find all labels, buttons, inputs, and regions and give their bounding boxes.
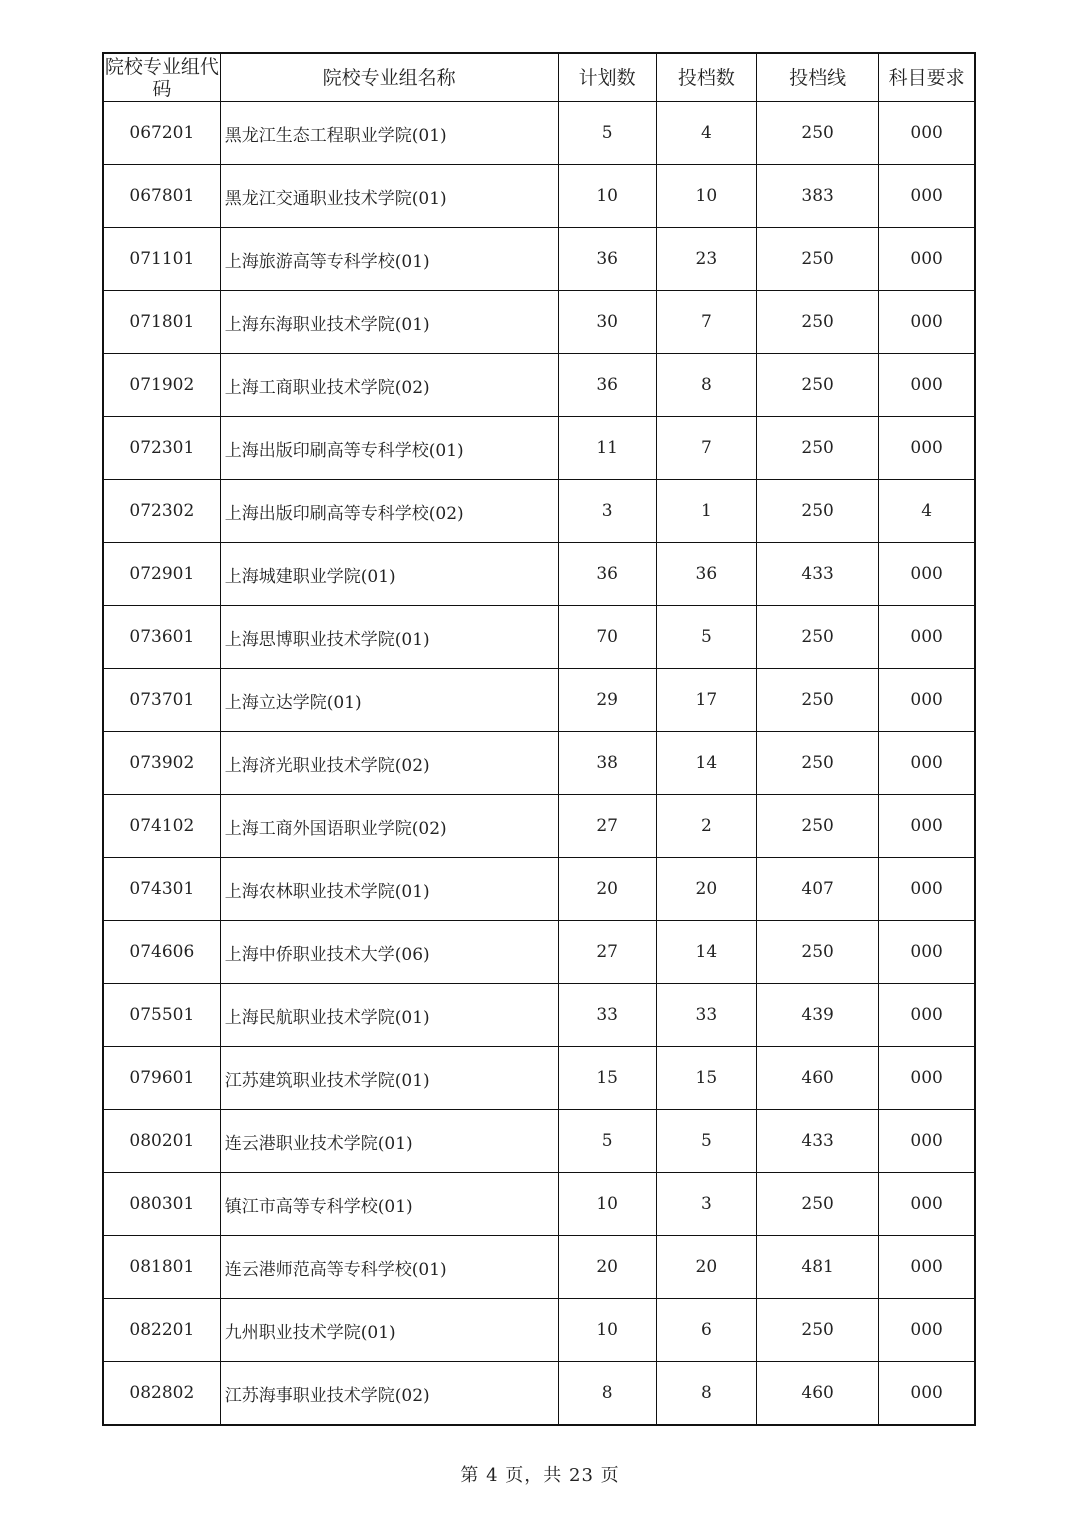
- cell-line: 460: [756, 1047, 878, 1110]
- table-header-row: [103, 53, 975, 102]
- cell-code: 081801: [103, 1236, 220, 1299]
- cell-subject: 000: [879, 1110, 975, 1173]
- cell-subject: 000: [879, 606, 975, 669]
- cell-name: 连云港职业技术学院(01): [220, 1110, 558, 1173]
- cell-line: 250: [756, 1173, 878, 1236]
- cell-filed: 5: [656, 606, 756, 669]
- cell-code: 074606: [103, 921, 220, 984]
- cell-plan: 10: [558, 1299, 656, 1362]
- cell-line: 250: [756, 480, 878, 543]
- cell-name: 九州职业技术学院(01): [220, 1299, 558, 1362]
- cell-line: 460: [756, 1362, 878, 1426]
- table-row: [103, 858, 975, 921]
- cell-plan: 5: [558, 102, 656, 165]
- cell-plan: 3: [558, 480, 656, 543]
- cell-filed: 20: [656, 1236, 756, 1299]
- table-row: [103, 984, 975, 1047]
- cell-filed: 2: [656, 795, 756, 858]
- table-row: [103, 543, 975, 606]
- table-row: [103, 354, 975, 417]
- header-line: 投档线: [756, 53, 878, 102]
- cell-code: 082201: [103, 1299, 220, 1362]
- cell-line: 433: [756, 543, 878, 606]
- header-filed: 投档数: [656, 53, 756, 102]
- cell-name: 黑龙江生态工程职业学院(01): [220, 102, 558, 165]
- cell-filed: 20: [656, 858, 756, 921]
- cell-plan: 38: [558, 732, 656, 795]
- table-row: [103, 921, 975, 984]
- cell-name: 连云港师范高等专科学校(01): [220, 1236, 558, 1299]
- cell-line: 383: [756, 165, 878, 228]
- cell-subject: 000: [879, 102, 975, 165]
- cell-code: 067201: [103, 102, 220, 165]
- table-row: [103, 1236, 975, 1299]
- cell-plan: 27: [558, 795, 656, 858]
- table-row: [103, 1110, 975, 1173]
- cell-subject: 000: [879, 795, 975, 858]
- table-row: [103, 480, 975, 543]
- cell-filed: 8: [656, 1362, 756, 1426]
- cell-subject: 000: [879, 732, 975, 795]
- cell-subject: 000: [879, 921, 975, 984]
- cell-filed: 7: [656, 417, 756, 480]
- cell-subject: 000: [879, 354, 975, 417]
- cell-code: 074102: [103, 795, 220, 858]
- cell-line: 433: [756, 1110, 878, 1173]
- header-code: 院校专业组代码: [103, 53, 220, 102]
- cell-code: 074301: [103, 858, 220, 921]
- admissions-table: [102, 52, 976, 1426]
- cell-name: 上海出版印刷高等专科学校(01): [220, 417, 558, 480]
- cell-code: 079601: [103, 1047, 220, 1110]
- cell-filed: 3: [656, 1173, 756, 1236]
- cell-plan: 70: [558, 606, 656, 669]
- cell-code: 075501: [103, 984, 220, 1047]
- cell-subject: 000: [879, 417, 975, 480]
- cell-name: 上海东海职业技术学院(01): [220, 291, 558, 354]
- cell-plan: 30: [558, 291, 656, 354]
- cell-filed: 23: [656, 228, 756, 291]
- cell-subject: 000: [879, 984, 975, 1047]
- cell-code: 073601: [103, 606, 220, 669]
- cell-line: 250: [756, 417, 878, 480]
- cell-name: 江苏海事职业技术学院(02): [220, 1362, 558, 1426]
- cell-name: 上海立达学院(01): [220, 669, 558, 732]
- cell-plan: 29: [558, 669, 656, 732]
- cell-filed: 36: [656, 543, 756, 606]
- table-row: [103, 1047, 975, 1110]
- header-plan: 计划数: [558, 53, 656, 102]
- cell-code: 071902: [103, 354, 220, 417]
- cell-filed: 1: [656, 480, 756, 543]
- cell-plan: 8: [558, 1362, 656, 1426]
- cell-filed: 33: [656, 984, 756, 1047]
- cell-name: 上海民航职业技术学院(01): [220, 984, 558, 1047]
- cell-plan: 36: [558, 543, 656, 606]
- cell-code: 067801: [103, 165, 220, 228]
- cell-code: 073902: [103, 732, 220, 795]
- cell-line: 439: [756, 984, 878, 1047]
- cell-plan: 10: [558, 1173, 656, 1236]
- table-row: [103, 606, 975, 669]
- cell-code: 082802: [103, 1362, 220, 1426]
- cell-filed: 4: [656, 102, 756, 165]
- cell-filed: 10: [656, 165, 756, 228]
- cell-plan: 36: [558, 228, 656, 291]
- cell-name: 上海城建职业学院(01): [220, 543, 558, 606]
- cell-subject: 000: [879, 858, 975, 921]
- cell-line: 250: [756, 1299, 878, 1362]
- cell-subject: 000: [879, 165, 975, 228]
- cell-line: 250: [756, 606, 878, 669]
- cell-line: 407: [756, 858, 878, 921]
- cell-line: 250: [756, 102, 878, 165]
- cell-line: 481: [756, 1236, 878, 1299]
- cell-line: 250: [756, 669, 878, 732]
- cell-line: 250: [756, 921, 878, 984]
- cell-plan: 11: [558, 417, 656, 480]
- cell-plan: 33: [558, 984, 656, 1047]
- cell-code: 071101: [103, 228, 220, 291]
- cell-subject: 4: [879, 480, 975, 543]
- cell-code: 080201: [103, 1110, 220, 1173]
- table-row: [103, 1362, 975, 1426]
- cell-line: 250: [756, 291, 878, 354]
- cell-code: 071801: [103, 291, 220, 354]
- cell-filed: 8: [656, 354, 756, 417]
- table-row: [103, 669, 975, 732]
- cell-subject: 000: [879, 291, 975, 354]
- cell-subject: 000: [879, 1362, 975, 1426]
- cell-subject: 000: [879, 1173, 975, 1236]
- cell-code: 080301: [103, 1173, 220, 1236]
- cell-filed: 6: [656, 1299, 756, 1362]
- table-row: [103, 1299, 975, 1362]
- cell-subject: 000: [879, 228, 975, 291]
- table-row: [103, 228, 975, 291]
- cell-line: 250: [756, 228, 878, 291]
- cell-name: 上海工商外国语职业学院(02): [220, 795, 558, 858]
- cell-code: 072302: [103, 480, 220, 543]
- cell-filed: 17: [656, 669, 756, 732]
- cell-name: 上海济光职业技术学院(02): [220, 732, 558, 795]
- cell-plan: 5: [558, 1110, 656, 1173]
- cell-plan: 20: [558, 858, 656, 921]
- page-number: 第 4 页，共 23 页: [460, 1465, 620, 1486]
- table-row: [103, 1173, 975, 1236]
- table-row: [103, 291, 975, 354]
- table-row: [103, 732, 975, 795]
- header-name: 院校专业组名称: [220, 53, 558, 102]
- table-body: [103, 102, 975, 1426]
- cell-filed: 5: [656, 1110, 756, 1173]
- cell-subject: 000: [879, 1047, 975, 1110]
- cell-filed: 14: [656, 921, 756, 984]
- cell-plan: 15: [558, 1047, 656, 1110]
- cell-subject: 000: [879, 543, 975, 606]
- cell-name: 上海旅游高等专科学校(01): [220, 228, 558, 291]
- cell-subject: 000: [879, 1236, 975, 1299]
- cell-name: 黑龙江交通职业技术学院(01): [220, 165, 558, 228]
- cell-name: 上海工商职业技术学院(02): [220, 354, 558, 417]
- cell-plan: 36: [558, 354, 656, 417]
- table-row: [103, 102, 975, 165]
- cell-subject: 000: [879, 1299, 975, 1362]
- table-row: [103, 795, 975, 858]
- cell-name: 上海农林职业技术学院(01): [220, 858, 558, 921]
- cell-code: 073701: [103, 669, 220, 732]
- cell-code: 072301: [103, 417, 220, 480]
- table-row: [103, 165, 975, 228]
- cell-plan: 20: [558, 1236, 656, 1299]
- cell-filed: 15: [656, 1047, 756, 1110]
- table-row: [103, 417, 975, 480]
- cell-subject: 000: [879, 669, 975, 732]
- cell-line: 250: [756, 354, 878, 417]
- cell-code: 072901: [103, 543, 220, 606]
- cell-line: 250: [756, 732, 878, 795]
- cell-filed: 7: [656, 291, 756, 354]
- cell-plan: 10: [558, 165, 656, 228]
- cell-name: 江苏建筑职业技术学院(01): [220, 1047, 558, 1110]
- cell-name: 上海中侨职业技术大学(06): [220, 921, 558, 984]
- cell-filed: 14: [656, 732, 756, 795]
- cell-name: 上海出版印刷高等专科学校(02): [220, 480, 558, 543]
- cell-line: 250: [756, 795, 878, 858]
- cell-plan: 27: [558, 921, 656, 984]
- cell-name: 镇江市高等专科学校(01): [220, 1173, 558, 1236]
- cell-name: 上海思博职业技术学院(01): [220, 606, 558, 669]
- header-subject: 科目要求: [879, 53, 975, 102]
